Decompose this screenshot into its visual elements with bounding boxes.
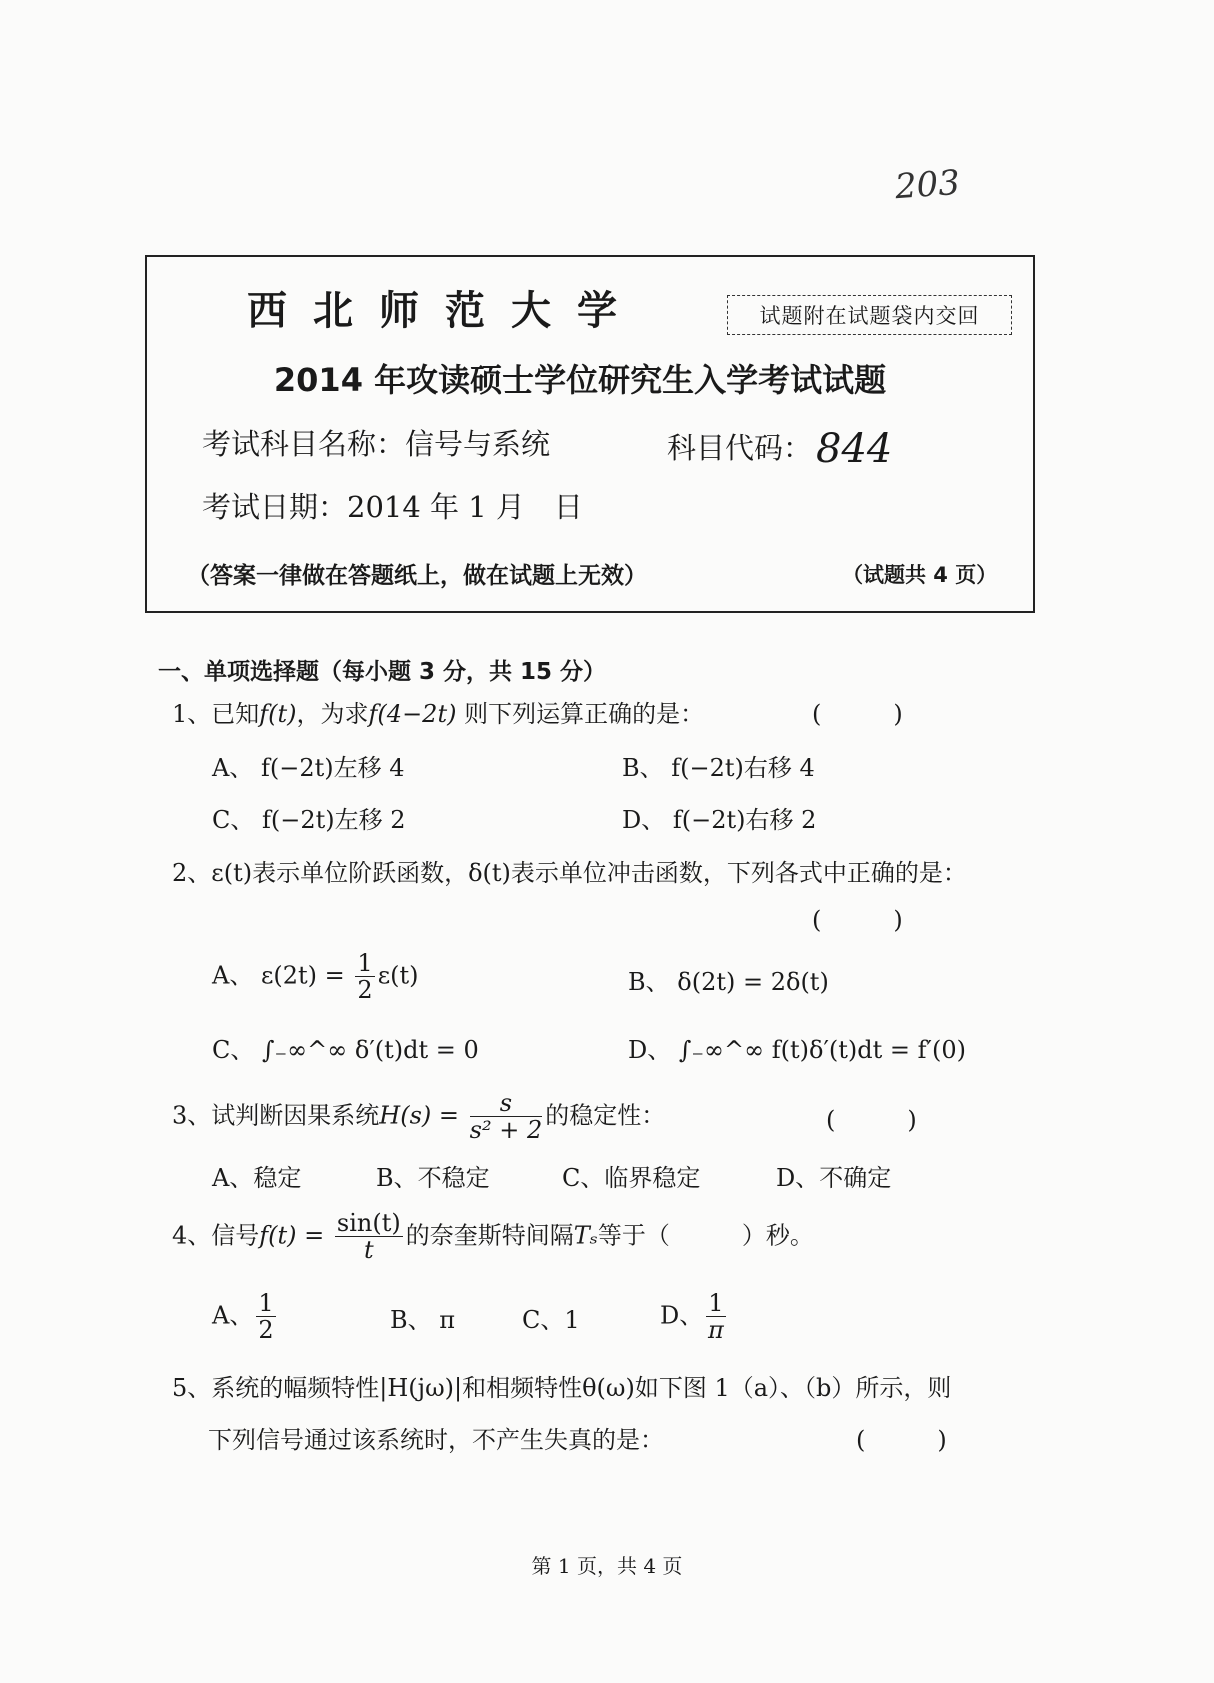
fraction: $\frac{1}{\pi}$	[708, 1289, 724, 1345]
question-4-option-c: C、1	[522, 1306, 580, 1334]
exam-date-line	[202, 485, 583, 526]
fraction: $\frac{1}{2}$	[357, 949, 373, 1005]
question-3-option-a: A、稳定	[212, 1164, 302, 1192]
handwritten-page-number: 203	[893, 162, 962, 208]
question-2-option-b: B、 δ(2t) = 2δ(t)	[628, 968, 829, 996]
question-3-answer-blank: ( )	[826, 1106, 917, 1134]
subject-line	[202, 422, 550, 463]
question-1-stem: 1、已知f(t)，为求f(4−2t) 则下列运算正确的是：	[172, 700, 705, 728]
question-2-option-a: A、 ε(2t) = $\frac{1}{2}$ ε(t)	[212, 949, 419, 1005]
question-2-stem: 2、ε(t)表示单位阶跃函数，δ(t)表示单位冲击函数，下列各式中正确的是：	[172, 859, 967, 887]
pages-note: （试题共 4 页）	[842, 563, 998, 587]
question-1-answer-blank: ( )	[812, 700, 903, 728]
answer-note: （答案一律做在答题纸上，做在试题上无效）	[187, 563, 647, 589]
school-name: 西北师范大学	[247, 288, 643, 334]
subject-code: 844	[816, 426, 893, 472]
question-5-stem-line2: 下列信号通过该系统时，不产生失真的是：	[208, 1426, 664, 1454]
question-4-option-d: D、 $\frac{1}{\pi}$	[660, 1289, 724, 1345]
question-2-option-c: C、 ∫₋∞^∞ δ′(t)dt = 0	[212, 1036, 479, 1064]
question-4-option-b: B、 π	[390, 1306, 456, 1334]
fraction: $\frac{1}{2}$	[258, 1289, 274, 1345]
signal-fraction: $\frac{\sin(t)}{t}$	[336, 1209, 401, 1265]
question-5-stem-line1: 5、系统的幅频特性|H(jω)|和相频特性θ(ω)如下图 1（a）、（b）所示，则	[172, 1374, 952, 1402]
question-3-option-b: B、不稳定	[376, 1164, 490, 1192]
question-3-stem: 3、试判断因果系统H(s) = $\frac{s}{\text{s² + 2}}$ 的稳定性：	[172, 1089, 666, 1145]
code-label: 科目代码：	[667, 431, 813, 465]
subject-code-line	[667, 422, 893, 472]
exam-header-box	[145, 255, 1035, 613]
question-4-option-a: A、 $\frac{1}{2}$	[212, 1289, 274, 1345]
question-3-option-d: D、不确定	[776, 1164, 892, 1192]
question-3-option-c: C、临界稳定	[562, 1164, 701, 1192]
question-2-option-d: D、 ∫₋∞^∞ f(t)δ′(t)dt = f′(0)	[628, 1036, 966, 1064]
return-note: 试题附在试题袋内交回	[727, 295, 1012, 335]
page-footer: 第 1 页，共 4 页	[531, 1554, 683, 1578]
section-title: 一、单项选择题（每小题 3 分，共 15 分）	[158, 659, 607, 685]
subject-name: 信号与系统	[405, 427, 551, 461]
question-1-option-a: A、 f(−2t)左移 4	[212, 754, 405, 782]
subject-label: 考试科目名称：	[202, 427, 406, 461]
date-label: 考试日期：	[202, 490, 348, 524]
question-2-answer-blank: ( )	[812, 906, 903, 934]
question-1-option-c: C、 f(−2t)左移 2	[212, 806, 406, 834]
transfer-function-fraction: $\frac{s}{\text{s² + 2}}$	[469, 1089, 543, 1145]
question-1-option-d: D、 f(−2t)右移 2	[622, 806, 817, 834]
question-4-stem: 4、信号f(t) = $\frac{\sin(t)}{t}$ 的奈奎斯特间隔Tₛ等于（ ）秒。	[172, 1209, 814, 1265]
exam-title: 2014 年攻读硕士学位研究生入学考试试题	[273, 361, 887, 399]
exam-date: 2014 年 1 月 日	[347, 490, 583, 524]
question-1-option-b: B、 f(−2t)右移 4	[622, 754, 815, 782]
question-5-answer-blank: ( )	[856, 1426, 947, 1454]
